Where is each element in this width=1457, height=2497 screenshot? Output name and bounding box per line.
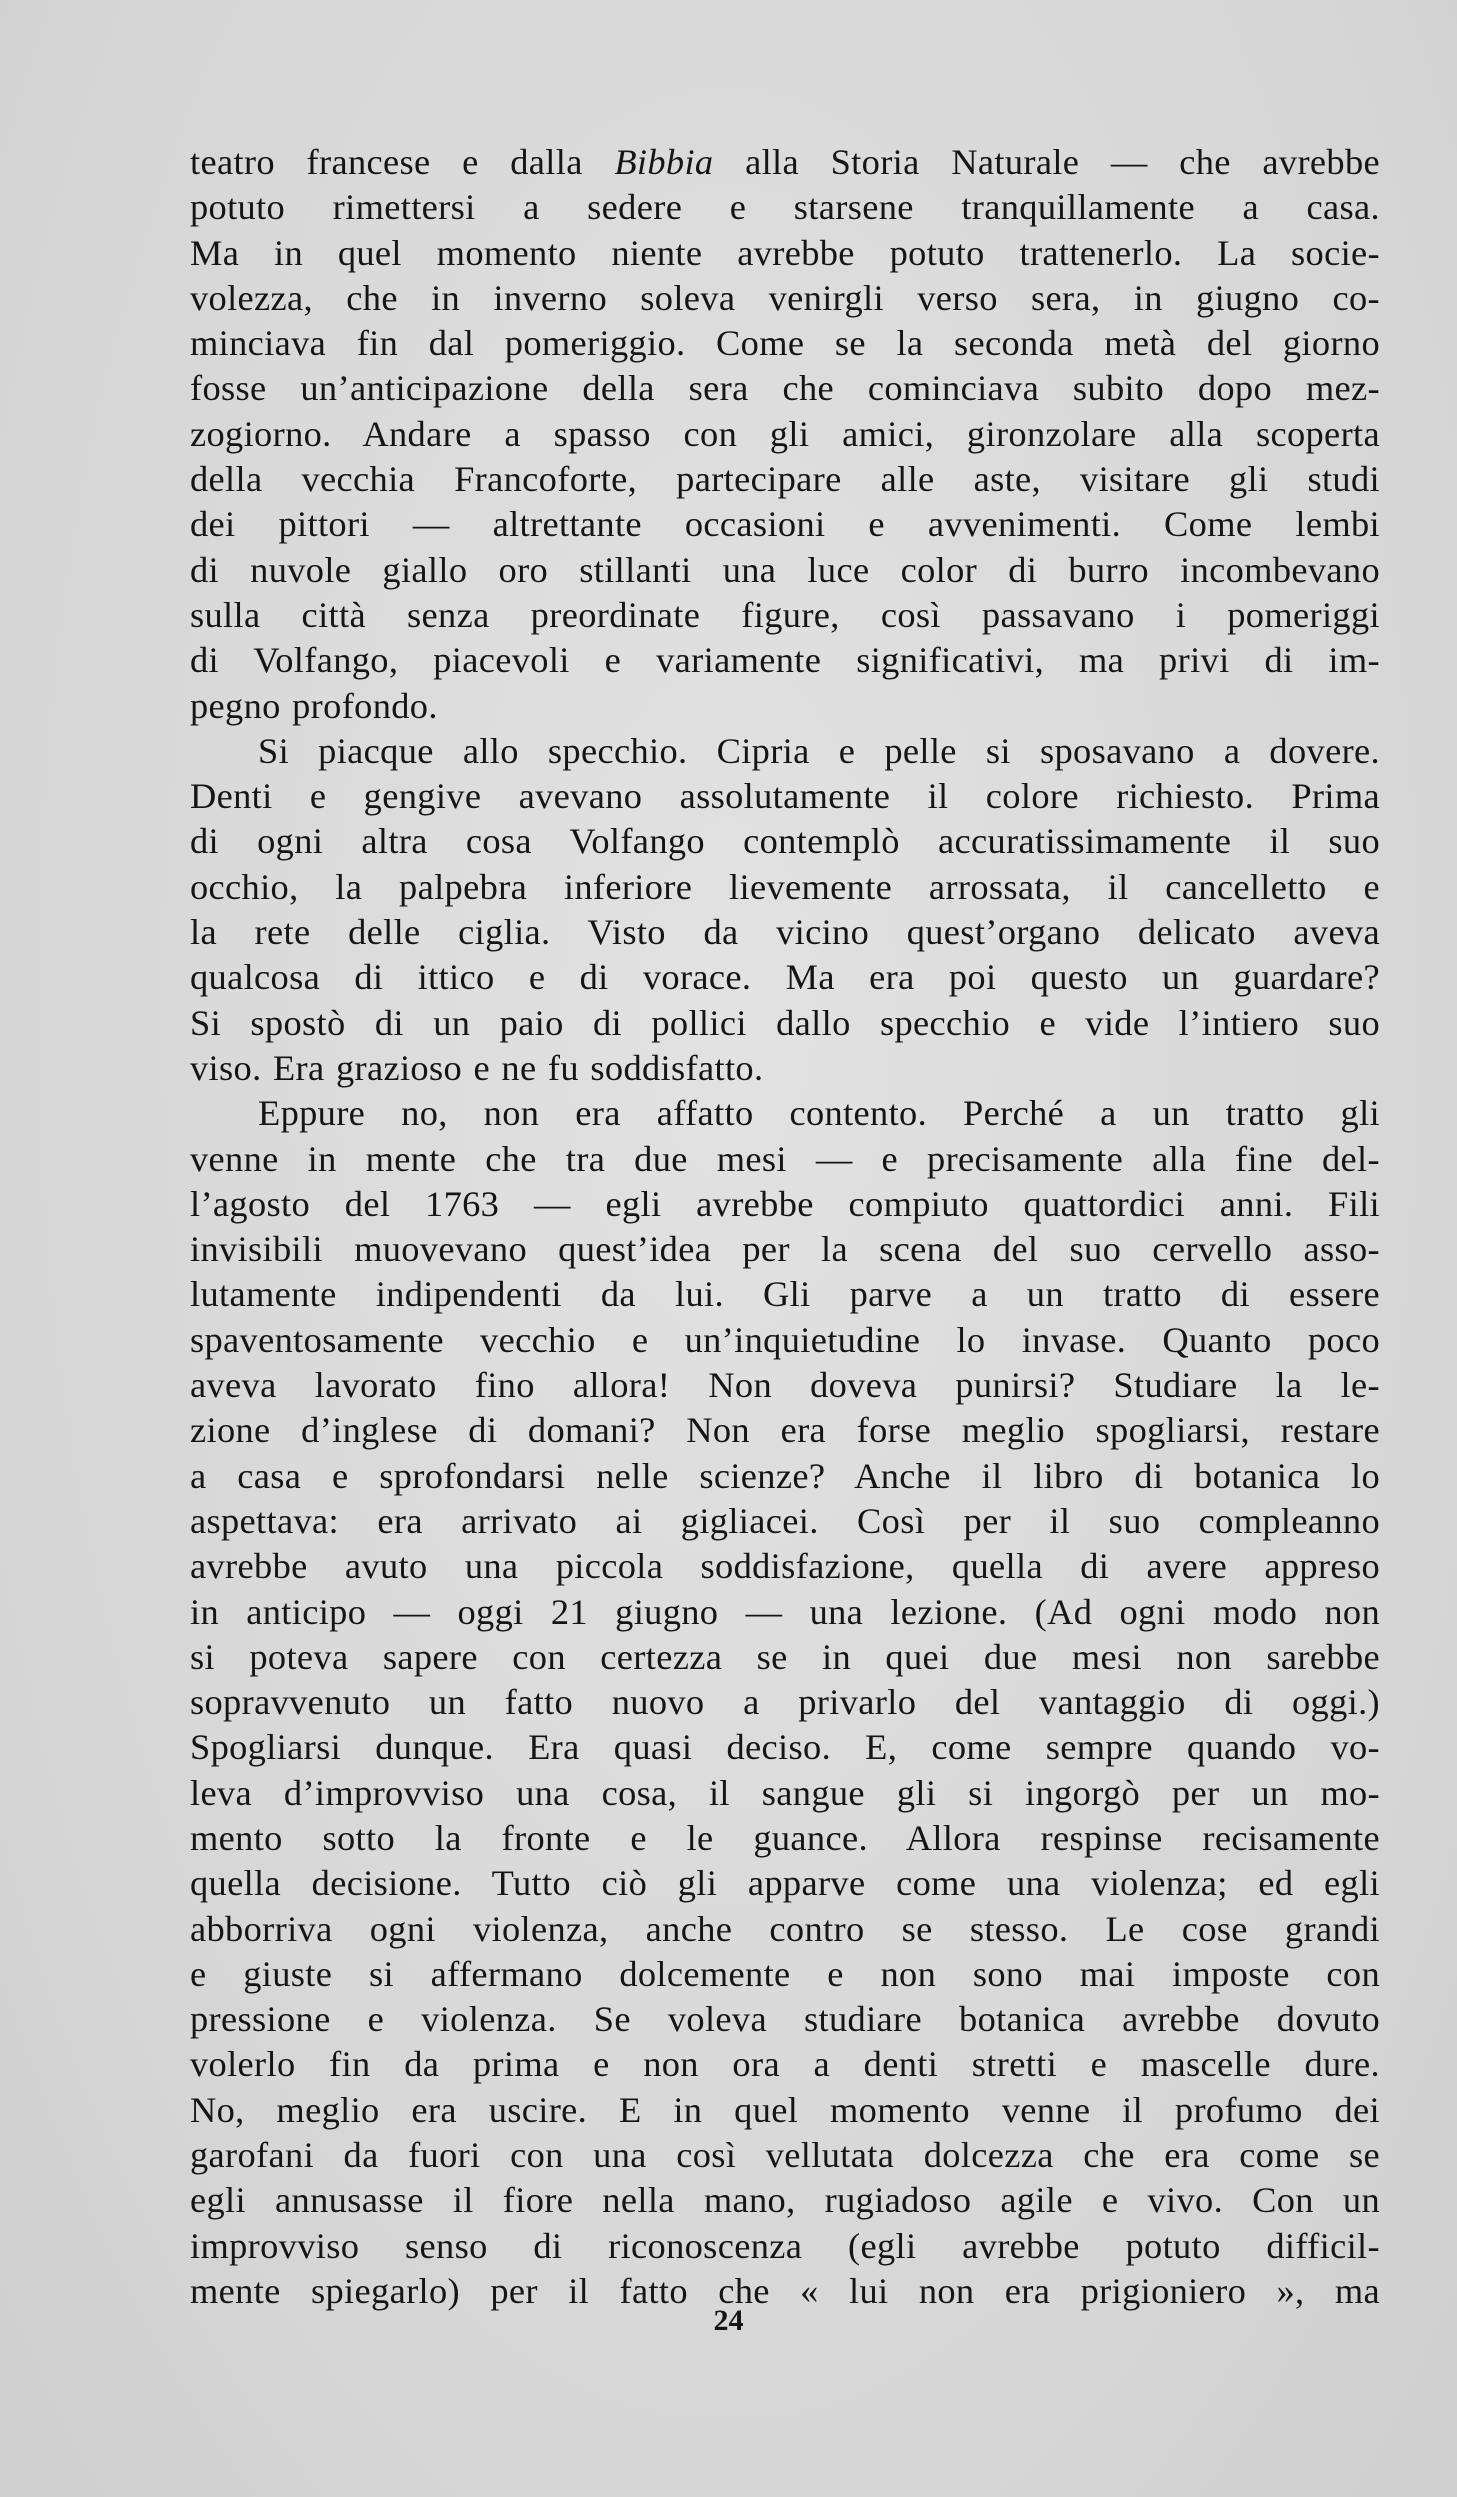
text-line: mento sotto la fronte e le guance. Allora respinse recisamente xyxy=(190,1817,1380,1858)
text-line: volezza, che in inverno soleva venirgli verso sera, in giugno co- xyxy=(190,277,1380,318)
text-line: volerlo fin da prima e non ora a denti stretti e mascelle dure. xyxy=(190,2044,1380,2085)
text-line: minciava fin dal pomeriggio. Come se la seconda metà del giorno xyxy=(190,323,1380,364)
text-line: di ogni altra cosa Volfango contemplò accuratissimamente il suo xyxy=(190,821,1380,862)
text-line: improvviso senso di riconoscenza (egli avrebbe potuto difficil- xyxy=(190,2225,1380,2266)
text-line: di Volfango, piacevoli e variamente significativi, ma privi di im- xyxy=(190,640,1380,681)
text-line: aspettava: era arrivato ai gigliacei. Così per il suo compleanno xyxy=(190,1500,1380,1541)
text-line: potuto rimettersi a sedere e starsene tranquillamente a casa. xyxy=(190,187,1380,228)
text-line: Ma in quel momento niente avrebbe potuto trattenerlo. La socie- xyxy=(190,232,1380,273)
text-line: abborriva ogni violenza, anche contro se stesso. Le cose grandi xyxy=(190,1908,1380,1949)
text-line: zogiorno. Andare a spasso con gli amici, gironzolare alla scoperta xyxy=(190,413,1380,454)
text-line: lutamente indipendenti da lui. Gli parve a un tratto di essere xyxy=(190,1274,1380,1315)
text-line: avrebbe avuto una piccola soddisfazione, quella di avere appreso xyxy=(190,1546,1380,1587)
body-text xyxy=(190,140,1380,2314)
text-line: viso. Era grazioso e ne fu soddisfatto. xyxy=(190,1047,764,1088)
text-line: di nuvole giallo oro stillanti una luce color di burro incombevano xyxy=(190,549,1380,590)
text-line: pegno profondo. xyxy=(190,685,438,726)
text-line: sulla città senza preordinate figure, così passavano i pomeriggi xyxy=(190,594,1380,635)
text-line: No, meglio era uscire. E in quel momento venne il profumo dei xyxy=(190,2089,1380,2130)
text-line: si poteva sapere con certezza se in quei due mesi non sarebbe xyxy=(190,1636,1380,1677)
text-line: occhio, la palpebra inferiore lievemente arrossata, il cancelletto e xyxy=(190,866,1380,907)
text-line: l’agosto del 1763 — egli avrebbe compiuto quattordici anni. Fili xyxy=(190,1183,1380,1224)
text-line: invisibili muovevano quest’idea per la scena del suo cervello asso- xyxy=(190,1229,1380,1270)
text-line: qualcosa di ittico e di vorace. Ma era poi questo un guardare? xyxy=(190,957,1380,998)
text-line: fosse un’anticipazione della sera che cominciava subito dopo mez- xyxy=(190,368,1380,409)
text-line: aveva lavorato fino allora! Non doveva punirsi? Studiare la le- xyxy=(190,1365,1380,1406)
text-line: zione d’inglese di domani? Non era forse meglio spogliarsi, restare xyxy=(190,1410,1380,1451)
text-line: venne in mente che tra due mesi — e precisamente alla fine del- xyxy=(190,1138,1380,1179)
text-line: in anticipo — oggi 21 giugno — una lezione. (Ad ogni modo non xyxy=(190,1591,1380,1632)
text-line: e giuste si affermano dolcemente e non sono mai imposte con xyxy=(190,1953,1380,1994)
text-line: Eppure no, non era affatto contento. Perché a un tratto gli xyxy=(258,1093,1380,1134)
text-line: Denti e gengive avevano assolutamente il colore richiesto. Prima xyxy=(190,776,1380,817)
text-line: Si piacque allo specchio. Cipria e pelle si sposavano a dovere. xyxy=(258,730,1380,771)
page-number: 24 xyxy=(713,2304,744,2337)
text-line: della vecchia Francoforte, partecipare alle aste, visitare gli studi xyxy=(190,459,1380,500)
text-line: Si spostò di un paio di pollici dallo specchio e vide l’intiero suo xyxy=(190,1002,1380,1043)
text-line: Spogliarsi dunque. Era quasi deciso. E, come sempre quando vo- xyxy=(190,1727,1380,1768)
text-line: dei pittori — altrettante occasioni e avvenimenti. Come lembi xyxy=(190,504,1380,545)
text-line: leva d’improvviso una cosa, il sangue gli si ingorgò per un mo- xyxy=(190,1772,1380,1813)
text-line: teatro francese e dalla Bibbia alla Storia Naturale — che avrebbe xyxy=(190,142,1381,182)
text-line: garofani da fuori con una così vellutata dolcezza che era come se xyxy=(190,2135,1380,2176)
text-line: la rete delle ciglia. Visto da vicino quest’organo delicato aveva xyxy=(190,912,1380,953)
text-line: pressione e violenza. Se voleva studiare botanica avrebbe dovuto xyxy=(190,1999,1380,2040)
text-line: quella decisione. Tutto ciò gli apparve come una violenza; ed egli xyxy=(190,1863,1380,1904)
text-line: a casa e sprofondarsi nelle scienze? Anche il libro di botanica lo xyxy=(190,1455,1380,1496)
text-line: egli annusasse il fiore nella mano, rugiadoso agile e vivo. Con un xyxy=(190,2180,1380,2221)
text-line: mente spiegarlo) per il fatto che « lui non era prigioniero », ma xyxy=(190,2270,1380,2311)
text-line: sopravvenuto un fatto nuovo a privarlo del vantaggio di oggi.) xyxy=(190,1682,1380,1723)
italic-title: Bibbia xyxy=(614,142,714,182)
text-line: spaventosamente vecchio e un’inquietudine lo invase. Quanto poco xyxy=(190,1319,1380,1360)
